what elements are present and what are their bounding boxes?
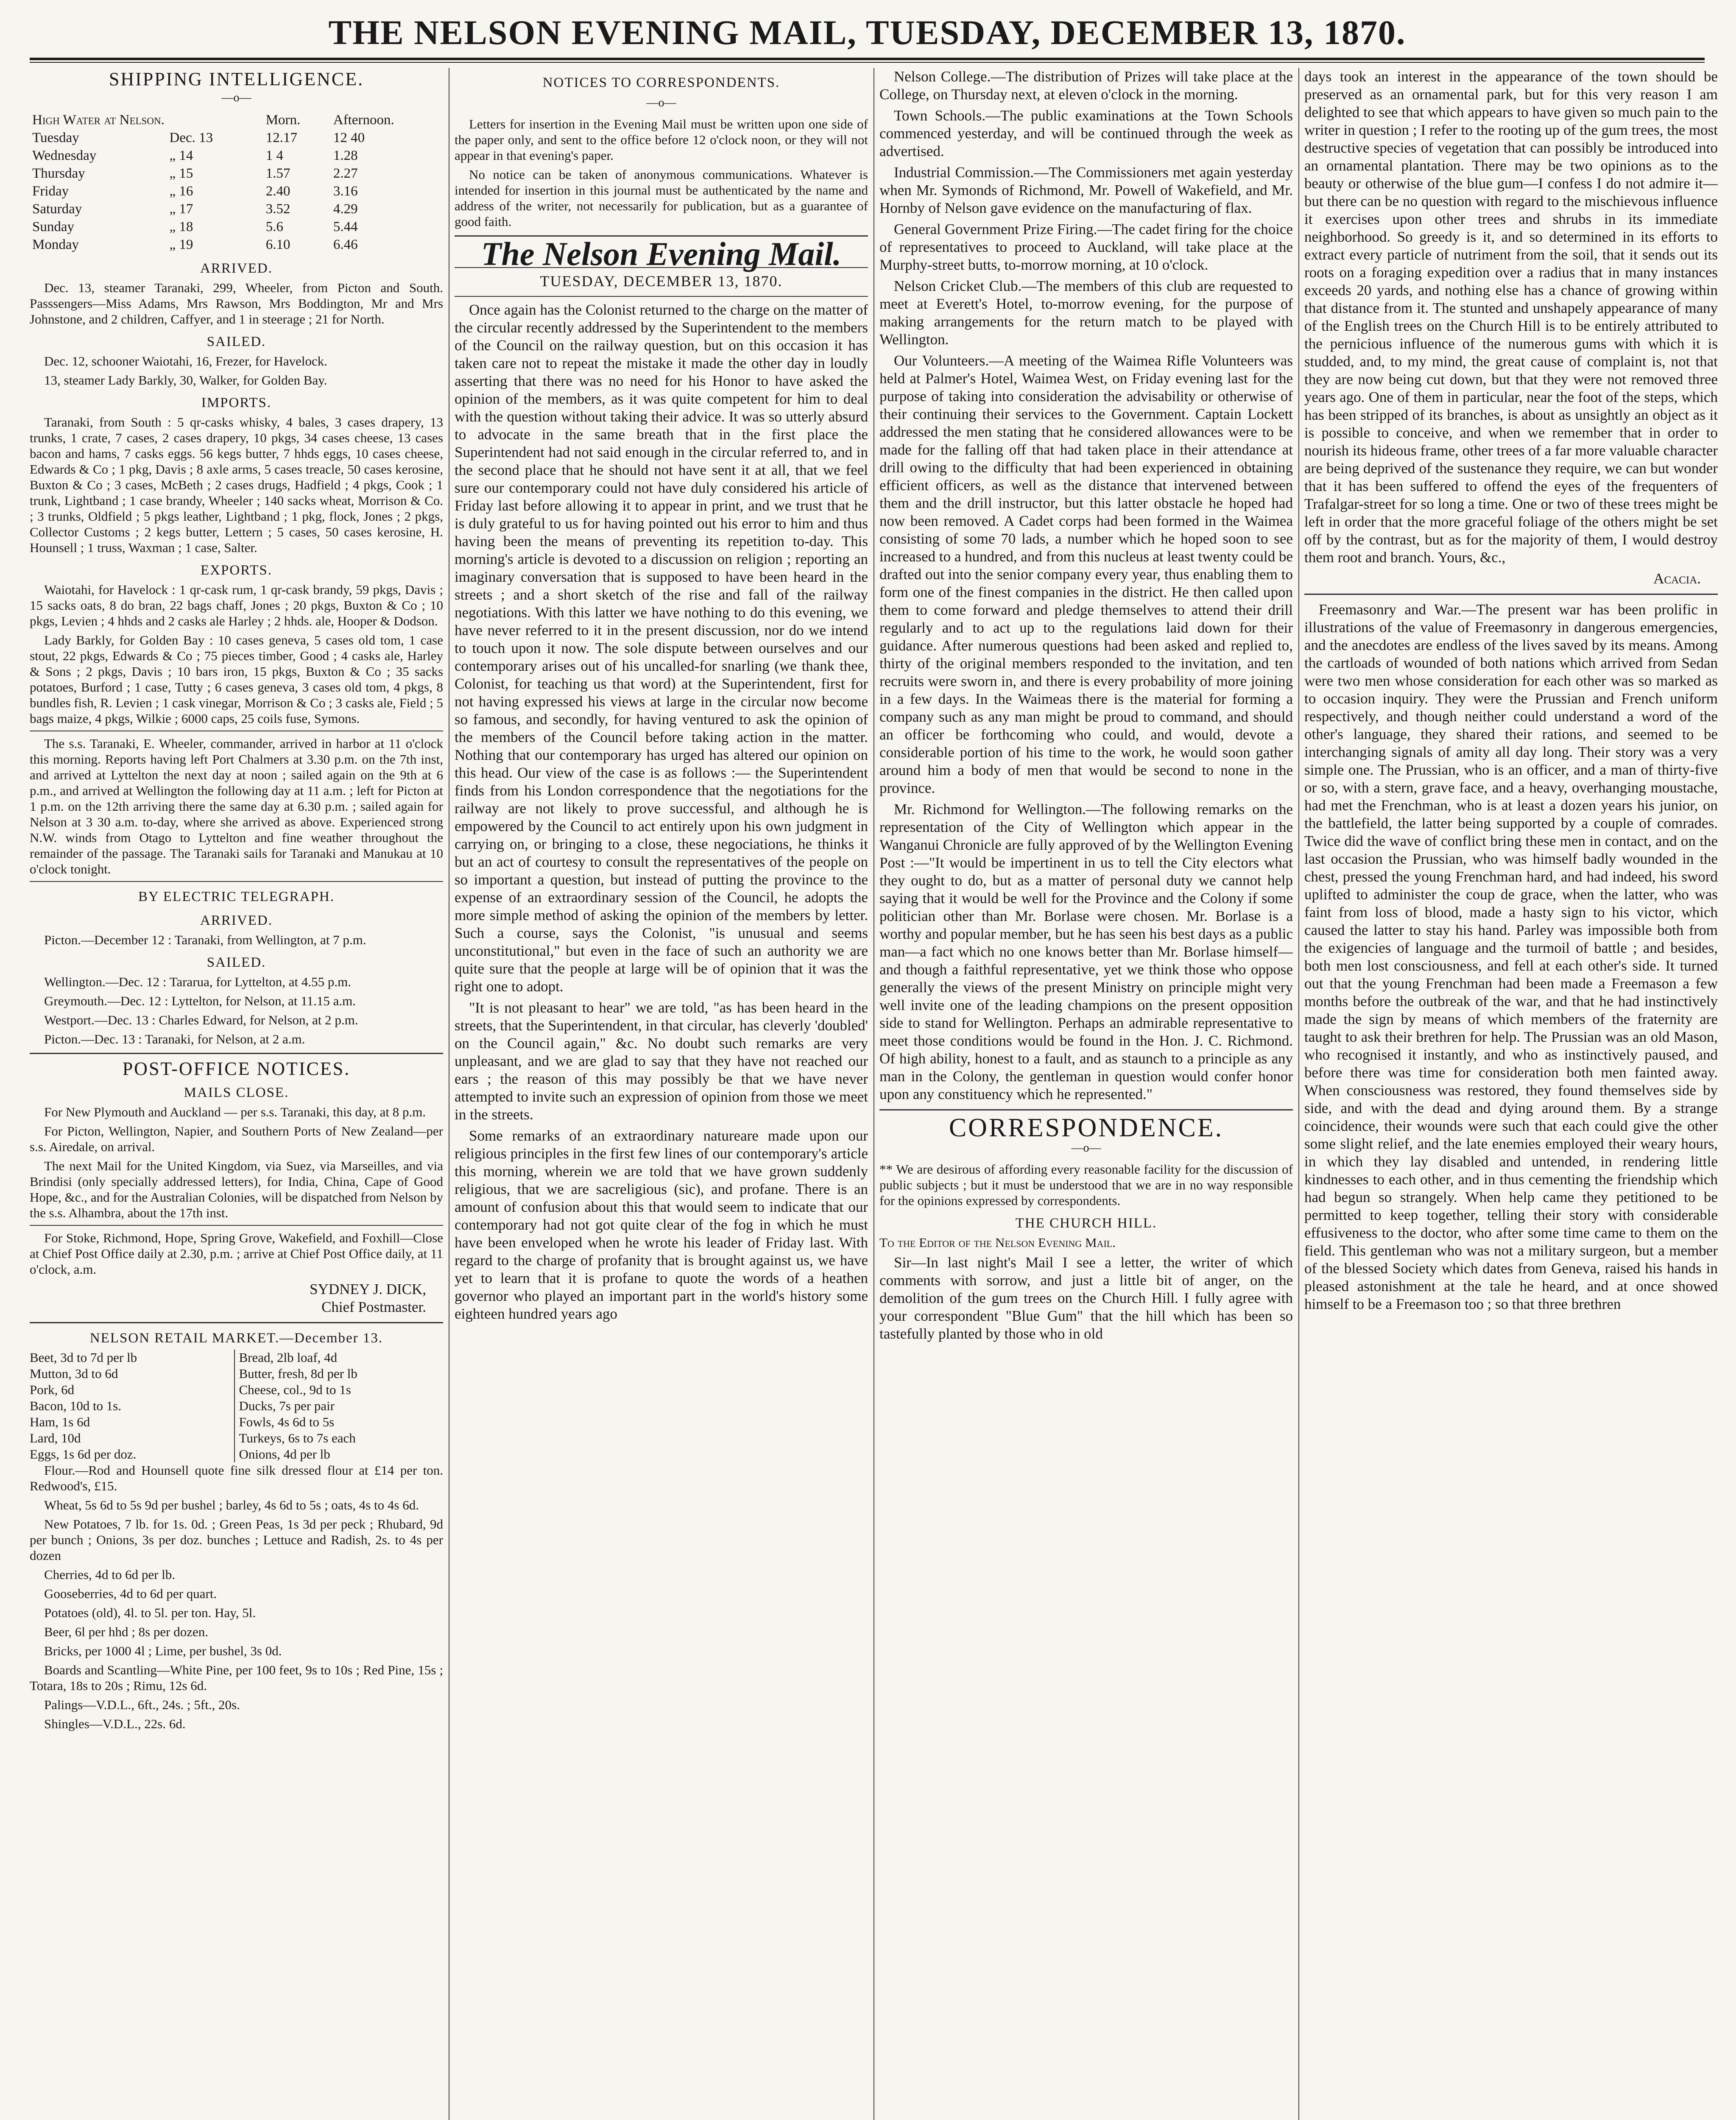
tide-morn: 5.6 xyxy=(265,219,283,234)
market-paragraph: Gooseberries, 4d to 6d per quart. xyxy=(44,1586,217,1601)
divider xyxy=(879,1109,1293,1110)
tide-row xyxy=(30,200,443,218)
masthead: THE NELSON EVENING MAIL, TUESDAY, DECEMBER 13, 1870. xyxy=(328,13,1406,52)
post-office-item: For Stoke, Richmond, Hope, Spring Grove, Wakefield, and Foxhill—Close at Chief Post Office daily at 2.30, p.m. ; arrive at Chief Post Office daily, at 11 o'clock, a.m. xyxy=(30,1230,443,1277)
market-price: Mutton, 3d to 6d xyxy=(30,1366,118,1381)
imports-heading: IMPORTS. xyxy=(201,395,272,410)
market-price: Bacon, 10d to 1s. xyxy=(30,1398,122,1413)
tide-afternoon: 2.27 xyxy=(333,166,358,181)
tide-day: Friday xyxy=(32,184,69,199)
leader-dateline: TUESDAY, DECEMBER 13, 1870. xyxy=(540,273,783,290)
sailed-heading: SAILED. xyxy=(207,334,266,349)
masthead-rule xyxy=(30,58,1705,60)
letter-title: THE CHURCH HILL. xyxy=(1015,1216,1157,1231)
divider xyxy=(30,1053,443,1054)
market-price: Ham, 1s 6d xyxy=(30,1414,90,1429)
tide-day: Saturday xyxy=(32,201,82,217)
divider xyxy=(1304,594,1718,595)
market-price: Butter, fresh, 8d per lb xyxy=(239,1366,357,1381)
shipping-title: SHIPPING INTELLIGENCE. xyxy=(109,69,364,89)
tide-header-label: High Water at Nelson. xyxy=(32,112,165,128)
market-price: Fowls, 4s 6d to 5s xyxy=(239,1414,335,1429)
correspondence-note: ** We are desirous of affording every reasonable facility for the discussion of public subjects ; but it must be understood that we are in no way responsible for the opinions expressed by correspondents. xyxy=(879,1162,1293,1208)
tide-afternoon: 5.44 xyxy=(333,219,358,234)
ornament: —o— xyxy=(646,96,676,109)
column-rule xyxy=(1298,68,1299,2120)
leader-paragraph: "It is not pleasant to hear" we are told, "as has been heard in the streets, that the Superintendent, in that circular, has cleverly 'doubled' on the Council again," &c. No doubt such remarks are very unpleasant, and we are glad to say that they have not reached our ears ; the reason of this may possibly be that we have never attempted to invite such an expression of opinion from those we meet in the streets. xyxy=(455,999,868,1123)
news-paragraph: Nelson Cricket Club.—The members of this club are requested to meet at Everett's Hotel, to-morrow evening, for the purpose of making arrangements for the return match to be played with Wellington. xyxy=(879,278,1293,348)
tide-row xyxy=(30,218,443,236)
news-paragraph: General Government Prize Firing.—The cadet firing for the choice of representatives to proceed to Auckland, will take place at the Murphy-street butts, to-morrow morning, at 10 o'clock. xyxy=(879,221,1293,273)
news-paragraph: Our Volunteers.—A meeting of the Waimea Rifle Volunteers was held at Palmer's Hotel, Waimea West, on Friday evening last for the purpose of taking into consideration the advisability or otherwise of their continuing their services to the Government. Captain Lockett addressed the men stating that he considered allowances were to be made for the falling off that had taken place in their attendance at drill owing to the difficulty that had been experienced in obtaining efficient officers, as well as the distance that intervened between them and the drill instructor, but this latter obstacle he hoped had now been removed. A Cadet corps had been formed in the Waimea consisting of some 70 lads, a number which he hoped soon to see increased to a hundred, and from this nucleus at least twenty could be drafted out into the senior company every year, thus enabling them to form one of the finest companies in the district. He then called upon them to come forward and pledge themselves to attend their drill regularly and to act up to the regulations laid down for their guidance. After numerous questions had been asked and replied to, thirty of the original members responded to the invitation, and ten recruits were sworn in, and there is every probability of more joining in a few days. In the Waimeas there is the material for forming a company such as any man might be proud to command, and should an officer be forthcoming who could, and would, devote a considerable portion of his time to the work, he would soon gather around him a body of men that would be second to none in the province. xyxy=(879,352,1293,796)
sailed-item: Dec. 12, schooner Waiotahi, 16, Frezer, for Havelock. xyxy=(44,354,327,368)
masthead-rule-thin xyxy=(30,62,1705,63)
tide-morn: 6.10 xyxy=(265,237,290,252)
market-left-column xyxy=(30,1350,234,1462)
market-paragraph: Wheat, 5s 6d to 5s 9d per bushel ; barley, 4s 6d to 5s ; oats, 4s to 4s 6d. xyxy=(44,1498,419,1512)
market-prices xyxy=(30,1350,443,1462)
market-right-column xyxy=(234,1350,444,1462)
news-paragraph: Town Schools.—The public examinations at the Town Schools commenced yesterday, and will be continued through the week as advertised. xyxy=(879,107,1293,159)
market-paragraph: New Potatoes, 7 lb. for 1s. 0d. ; Green Peas, 1s 3d per peck ; Rhubard, 9d per bunch ; Onions, 3s per doz. bunches ; Lettuce and Radish, 2s. to 4s per dozen xyxy=(30,1517,443,1563)
letter-body: Sir—In last night's Mail I see a letter, the writer of which comments with sorrow, and just a little bit of anger, on the demolition of the gum trees on the Church Hill. I fully agree with your correspondent "Blue Gum" that the hill which has been so tastefully planted by those who in old xyxy=(879,1254,1293,1342)
market-price: Cheese, col., 9d to 1s xyxy=(239,1382,351,1397)
market-paragraph: Cherries, 4d to 6d per lb. xyxy=(44,1567,176,1582)
arrived-heading: ARRIVED. xyxy=(200,261,273,276)
ornament: —o— xyxy=(221,91,251,104)
market-paragraph: Bricks, per 1000 4l ; Lime, per bushel, 3s 0d. xyxy=(44,1643,282,1658)
notice-paragraph: Letters for insertion in the Evening Mail must be written upon one side of the paper only, and sent to the office before 12 o'clock noon, or they will not appear in that evening's paper. xyxy=(455,117,868,163)
column-4 xyxy=(1304,68,1718,2120)
news-paragraph: Nelson College.—The distribution of Prizes will take place at the College, on Thursday next, at eleven o'clock in the morning. xyxy=(879,68,1293,103)
post-office-item: For New Plymouth and Auckland — per s.s. Taranaki, this day, at 8 p.m. xyxy=(44,1105,426,1119)
market-price: Ducks, 7s per pair xyxy=(239,1398,335,1413)
post-office-item: For Picton, Wellington, Napier, and Southern Ports of New Zealand—per s.s. Airedale, on arrival. xyxy=(30,1124,443,1154)
tide-date: Dec. 13 xyxy=(169,130,213,145)
news-paragraph: Industrial Commission.—The Commissioners met again yesterday when Mr. Symonds of Richmond, Mr. Powell of Wakefield, and Mr. Hornby of Nelson gave evidence on the manufacturing of flax. xyxy=(879,164,1293,216)
tide-day: Thursday xyxy=(32,166,85,181)
tide-morn: 1 4 xyxy=(265,148,283,163)
leader-paragraph: Once again has the Colonist returned to the charge on the matter of the circular recently addressed by the Superintendent to the members of the Council on the railway question, but on this occasion it has taken care not to repeat the mistake it made the other day in loudly asserting that there was no need for his Honor to have asked the opinion of the members, as it was quite competent for him to deal with the question without taking their advice. It was so utterly absurd to advocate in the same breath that in the first place the Superintendent had not said enough in the circular referred to, and in the second place that he should not have sent it at all, that we feel sure our contemporary could not have duly considered his article of Friday last before allowing it to appear in print, and we trust that he is duly grateful to us for having pointed out his error to him and thus having been the means of preventing its repetition to-day. This morning's article is devoted to a discussion on religion ; reporting an imaginary conversation that is supposed to have been heard in the streets ; and a short sketch of the rise and fall of the railway negotiations. With this latter we have nothing to do this evening, we have never referred to it in the present discussion, nor do we intend to touch upon it now. The sole dispute between ourselves and our contemporary arises out of his uncalled-for snarling (we thank thee, Colonist, for teaching us that word) at the Superintendent, first for not having expressed his views at large in the circular now become so famous, and secondly, for having ventured to ask the opinion of the members of the Council before taking action in the matter. Nothing that our contemporary has urged has altered our opinion on this head. Our view of the case is as follows :— the Superintendent finds from his London correspondence that the negotiations for the railway are not likely to prove successful, and although he is empowered by the Council to act entirely upon his own judgment in carrying on, or bringing to a close, these negociations, he thinks it but an act of courtesy to consult the representatives of the people on so important a question, but instead of putting the province to the expense of an extraordinary session of the Council, he adopts the more simple method of asking the opinion of the members by letter. Such a course, says the Colonist, "is unusual and seems unconstitutional," but even in the face of such an authority we are quite sure that the people at large will be of opinion that it was the right one to adopt. xyxy=(455,301,868,995)
tide-date: „ 19 xyxy=(169,237,193,252)
tide-morn: 3.52 xyxy=(265,201,290,217)
tide-afternoon: 6.46 xyxy=(333,237,358,252)
tide-date: „ 17 xyxy=(169,201,193,217)
tide-date: „ 18 xyxy=(169,219,193,234)
ornament: —o— xyxy=(1071,1141,1101,1155)
tide-day: Wednesday xyxy=(32,148,97,163)
letter-addressee: To the Editor of the Nelson Evening Mail. xyxy=(879,1235,1116,1250)
post-office-item: The next Mail for the United Kingdom, via Suez, via Marseilles, and via Brindisi (only specially addressed letters), for India, China, Cape of Good Hope, &c., and for the Australian Colonies, will be dispatched from Nelson by the s.s. Alhambra, about the 17th inst. xyxy=(30,1158,443,1220)
tide-day: Sunday xyxy=(32,219,74,234)
news-paragraph: Mr. Richmond for Wellington.—The following remarks on the representation of the City of Wellington which appear in the Wanganui Chronicle are fully approved of by the Wellington Evening Post :—"It would be impertinent in us to tell the City electors what they ought to do, but as a matter of personal duty we cannot help saying that it would be well for the Province and the Colony if some politician other than Mr. Borlase were chosen. Mr. Borlase is a worthy and popular member, but he has seen his best days as a public man—a fact which no one knows better than Mr. Borlase himself—and though a faithful representative, yet we think those who oppose generally the views of the present Ministry on principle might very well invite one of the leading champions on the present opposition side to stand for Wellington. Perhaps an admirable representative to meet those conditions would be found in the Hon. J. C. Richmond. Of high ability, honest to a fault, and as staunch to a principle as any man in the Colony, the gentleman in question would confer honor upon any constituency which he represented." xyxy=(879,801,1293,1102)
market-paragraph: Boards and Scantling—White Pine, per 100 feet, 9s to 10s ; Red Pine, 15s ; Totara, 18s to 20s ; Rimu, 12s 6d. xyxy=(30,1663,443,1693)
market-price: Bread, 2lb loaf, 4d xyxy=(239,1350,338,1365)
market-paragraph: Palings—V.D.L., 6ft., 24s. ; 5ft., 20s. xyxy=(44,1697,240,1712)
tide-header-afternoon: Afternoon. xyxy=(333,112,394,128)
market-price: Turkeys, 6s to 7s each xyxy=(239,1431,356,1445)
letter-signature: Acacia. xyxy=(1653,570,1701,587)
tide-afternoon: 3.16 xyxy=(333,184,358,199)
divider xyxy=(30,1225,443,1226)
freemasonry-article: Freemasonry and War.—The present war has been prolific in illustrations of the value of Freemasonry in dangerous emergencies, and the anecdotes are endless of the lives saved by its means. Among the cartloads of wounded of both nations which arrived from Sedan were two men whose consideration for each other was so marked as to occasion inquiry. They were the Prussian and French uniform respectively, and though neither could understand a word of the other's language, they shared their rations, and seemed to be interchanging signals of amity all day long. Their story was a very simple one. The Prussian, who is an officer, and a man of thirty-five or so, with a stern, grave face, and a heavy, overhanging moustache, had met the Frenchman, who is at least a dozen years his junior, on the battlefield, the latter being supported by a couple of comrades. Twice did the wave of conflict bring these men in contact, and on the last occasion the Prussian, who was himself badly wounded in the chest, pressed the young Frenchman hard, and had indeed, his sword uplifted to administer the coup de grace, when the latter, who was faint from loss of blood, made a hasty sign to his victor, which caused the latter to stay his hand. Parley was impossible both from the exigencies of language and the turmoil of battle ; and besides, both men lost consciousness, and fell at each other's side. It turned out that the young Frenchman had been made a Freemason a few months before the outbreak of the war, and that he had instinctively made the sign by means of which members of the fraternity are taught to ask their brethren for help. The Prussian was an old Mason, who recognised it instantly, and who as instinctively paused, and before there was time for consideration both men fainted away. When consciousness was restored, they found themselves side by side, and with the dead and dying around them. By a strange coincidence, their wounds were such that each could give the other some slight relief, and the late enemies employed their weary hours, in which they lay disabled and untended, in rendering little kindnesses to each other, and in thus cementing the friendship which had begun so strangely. When help came they petitioned to be permitted to keep together, telling their story with considerable effusiveness to the doctor, who after some time came to them on the field. This gentleman who was not a military surgeon, but a member of the blessed Society which dates from Geneva, raised his hands in pleased astonishment at the tale he heard, and at once showed himself to be a Freemason too ; so that three brethren xyxy=(1304,601,1718,1312)
arrived-text: Dec. 13, steamer Taranaki, 299, Wheeler, from Picton and South. Passsengers—Miss Adams, Mrs Rawson, Mrs Boddington, Mr and Mrs Johnstone, and 2 children, Caffyer, and 1 in steerage ; 21 for North. xyxy=(30,280,443,326)
taranaki-report: The s.s. Taranaki, E. Wheeler, commander, arrived in harbor at 11 o'clock this morning. Reports having left Port Chalmers at 3.30 p.m. on the 7th inst, and arrived at Lyttelton the next day at noon ; sailed again on the 9th at 6 p.m., and arrived at Wellington the following day at 11 a.m. ; left for Picton at 1 p.m. on the 12th arriving there the same day at 6.30 p.m. ; sailed again for Nelson at 3 30 a.m. to-day, where she arrived as above. Experienced strong N.W. winds from Otago to Lyttelton and fine weather throughout the remainder of the passage. The Taranaki sails for Taranaki and Manukau at 10 o'clock tonight. xyxy=(30,736,443,876)
notice-paragraph: No notice can be taken of anonymous communications. Whatever is intended for insertion in this journal must be authenticated by the name and address of the writer, not necessarily for publication, but as a guarantee of good faith. xyxy=(455,167,868,229)
tide-afternoon: 4.29 xyxy=(333,201,358,217)
market-paragraph: Flour.—Rod and Hounsell quote fine silk dressed flour at £14 per ton. Redwood's, £15. xyxy=(30,1463,443,1493)
tide-row xyxy=(30,165,443,182)
telegraph-sailed-item: Wellington.—Dec. 12 : Tararua, for Lyttelton, at 4.55 p.m. xyxy=(44,974,351,989)
letter-continued: days took an interest in the appearance of the town should be preserved as an ornamental park, but for this very reason I am delighted to see that which appears to have given so much pain to the writer in question ; I refer to the rooting up of the gum trees, the most destructive species of vegetation that can possibly be introduced into an ornamental plantation. There may be two opinions as to the beauty or otherwise of the blue gum—I confess I do not admire it—but there can be no question with regard to the mischievous influence it exercises upon other trees and shrubs in its immediate neighborhood. So greedy is it, and so determined in its efforts to extract every particle of nutriment from the soil, that it sends out its roots on a foraging expedition over a radius that in many instances exceeds 20 yards, and nothing else has a chance of growing within that distance from it. The stunted and unshapely appearance of many of the English trees on the Church Hill is to be entirely attributed to the pernicious influence of the numerous gums with which it is studded, and, to my mind, the great cause of complaint is, not that they are now being cut down, but that they were not removed three years ago. One of them in particular, near the foot of the steps, which has been stripped of its branches, is about as unsightly an object as it is possible to conceive, and when we remember that in order to nourish its hideous frame, other trees of a far more valuable character are being deprived of the sustenance they require, we can but wonder that it has been suffered to offend the eyes of the frequenters of Trafalgar-street for so long a time. One or two of these trees might be left in order that the more graceful foliage of the others might be set off by the contrast, but as for the majority of them, I would destroy them root and branch. Yours, &c., xyxy=(1304,68,1718,566)
telegraph-arrived: Picton.—December 12 : Taranaki, from Wellington, at 7 p.m. xyxy=(44,932,366,947)
tide-row xyxy=(30,129,443,147)
telegraph-sailed-item: Greymouth.—Dec. 12 : Lyttelton, for Nelson, at 11.15 a.m. xyxy=(44,993,356,1008)
post-office-title: POST-OFFICE NOTICES. xyxy=(122,1058,351,1079)
tide-morn: 12.17 xyxy=(265,130,297,145)
market-price: Pork, 6d xyxy=(30,1382,75,1397)
telegraph-title: BY ELECTRIC TELEGRAPH. xyxy=(138,889,335,904)
tide-header-row xyxy=(30,111,443,129)
postmaster-title: Chief Postmaster. xyxy=(321,1299,426,1315)
exports-heading: EXPORTS. xyxy=(201,563,272,578)
postmaster-signature: SYDNEY J. DICK, xyxy=(310,1281,426,1297)
notices-title: NOTICES TO CORRESPONDENTS. xyxy=(542,75,780,90)
exports-item: Lady Barkly, for Golden Bay : 10 cases geneva, 5 cases old tom, 1 case stout, 22 pkgs, Edwards & Co ; 75 pieces timber, Good ; 4 casks ale, Harley & Sons ; 2 pkgs, Davis ; 10 bars iron, 15 pkgs, Buxton & Co ; 35 sacks potatoes, Burford ; 1 case, Tutty ; 6 cases geneva, 3 cases old tom, 4 pkgs, 8 bundles fish, R. Levien ; 1 cask vinegar, Morrison & Co ; 3 casks ale, Field ; 5 bags maize, 4 pkgs, Wilkie ; 6000 caps, 25 coils fuse, Symons. xyxy=(30,633,443,726)
tide-row xyxy=(30,236,443,254)
leader-paragraph: Some remarks of an extraordinary natureare made upon our religious principles in the first few lines of our contemporary's article this morning, wherein we are told that we have grown suddenly religious, that we are sacreligious (sic), and profane. There is an amount of confusion about this that would seem to indicate that our contemporary had not got quite clear of the fog in which he must have been enveloped when he wrote his leader of Friday last. With regard to the charge of profanity that is brought against us, we have yet to learn that it is profane to quote the words of a heathen governor who played an important part in the world's history some eighteen hundred years ago xyxy=(455,1127,868,1322)
tide-row xyxy=(30,147,443,165)
column-1 xyxy=(30,68,443,2120)
tide-date: „ 16 xyxy=(169,184,193,199)
tide-day: Tuesday xyxy=(32,130,79,145)
telegraph-sailed-heading: SAILED. xyxy=(207,955,266,970)
column-2 xyxy=(455,68,868,2120)
tide-afternoon: 1.28 xyxy=(333,148,358,163)
market-price: Lard, 10d xyxy=(30,1431,81,1445)
divider xyxy=(455,296,868,297)
imports-text: Taranaki, from South : 5 qr-casks whisky, 4 bales, 3 cases drapery, 13 trunks, 1 crate, 7 cases, 2 cases drapery, 10 pkgs, 34 cases cheese, 13 cases bacon and hams, 7 casks eggs. 56 kegs butter, 7 hhds eggs, 10 cases cheese, Edwards & Co ; 1 pkg, Davis ; 8 axle arms, 5 cases treacle, 50 cases kerosine, Buxton & Co ; 3 cases, McBeth ; 2 cases drugs, Hadfield ; 4 pkgs, Cook ; 1 trunk, Lightband ; 1 case brandy, Wheeler ; 140 sacks wheat, Morrison & Co. ; 3 trunks, Oldfield ; 5 pkgs leather, Lightband ; 1 pkg, flock, Jones ; 2 pkgs, Collector Customs ; 2 kegs butter, Lettern ; 5 cases, 50 cases kerosine, H. Hounsell ; 1 truss, Waxman ; 1 case, Salter. xyxy=(30,415,443,555)
tide-morn: 1.57 xyxy=(265,166,290,181)
tide-header-morn: Morn. xyxy=(265,112,301,128)
market-paragraph: Beer, 6l per hhd ; 8s per dozen. xyxy=(44,1624,209,1639)
tide-row xyxy=(30,182,443,200)
tide-morn: 2.40 xyxy=(265,184,290,199)
divider xyxy=(30,881,443,882)
telegraph-sailed-item: Picton.—Dec. 13 : Taranaki, for Nelson, at 2 a.m. xyxy=(44,1032,305,1046)
market-price: Onions, 4d per lb xyxy=(239,1447,330,1462)
column-3 xyxy=(879,68,1293,2120)
telegraph-arrived-heading: ARRIVED. xyxy=(200,913,273,928)
mails-close-heading: MAILS CLOSE. xyxy=(184,1085,289,1100)
market-price: Beet, 3d to 7d per lb xyxy=(30,1350,137,1365)
tide-day: Monday xyxy=(32,237,79,252)
telegraph-sailed-item: Westport.—Dec. 13 : Charles Edward, for Nelson, at 2 p.m. xyxy=(44,1013,358,1027)
correspondence-title: CORRESPONDENCE. xyxy=(949,1113,1224,1142)
market-paragraph: Potatoes (old), 4l. to 5l. per ton. Hay, 5l. xyxy=(44,1605,256,1620)
sailed-item: 13, steamer Lady Barkly, 30, Walker, for Golden Bay. xyxy=(44,373,327,388)
market-title: NELSON RETAIL MARKET.—December 13. xyxy=(89,1331,383,1346)
exports-item: Waiotahi, for Havelock : 1 qr-cask rum, 1 qr-cask brandy, 59 pkgs, Davis ; 15 sacks oats, 8 do bran, 22 bags chaff, Jones ; 20 pkgs, Buxton & Co ; 10 pkgs, Levien ; 4 hhds and 2 casks ale Harley ; 2 hhds. ale, Hooper & Dodson. xyxy=(30,582,443,628)
tide-date: „ 15 xyxy=(169,166,193,181)
tide-date: „ 14 xyxy=(169,148,193,163)
market-price: Eggs, 1s 6d per doz. xyxy=(30,1447,137,1462)
divider xyxy=(30,1322,443,1323)
paper-title: The Nelson Evening Mail. xyxy=(481,235,842,272)
market-paragraph: Shingles—V.D.L., 22s. 6d. xyxy=(44,1716,186,1731)
tide-afternoon: 12 40 xyxy=(333,130,365,145)
tide-table xyxy=(30,111,443,254)
